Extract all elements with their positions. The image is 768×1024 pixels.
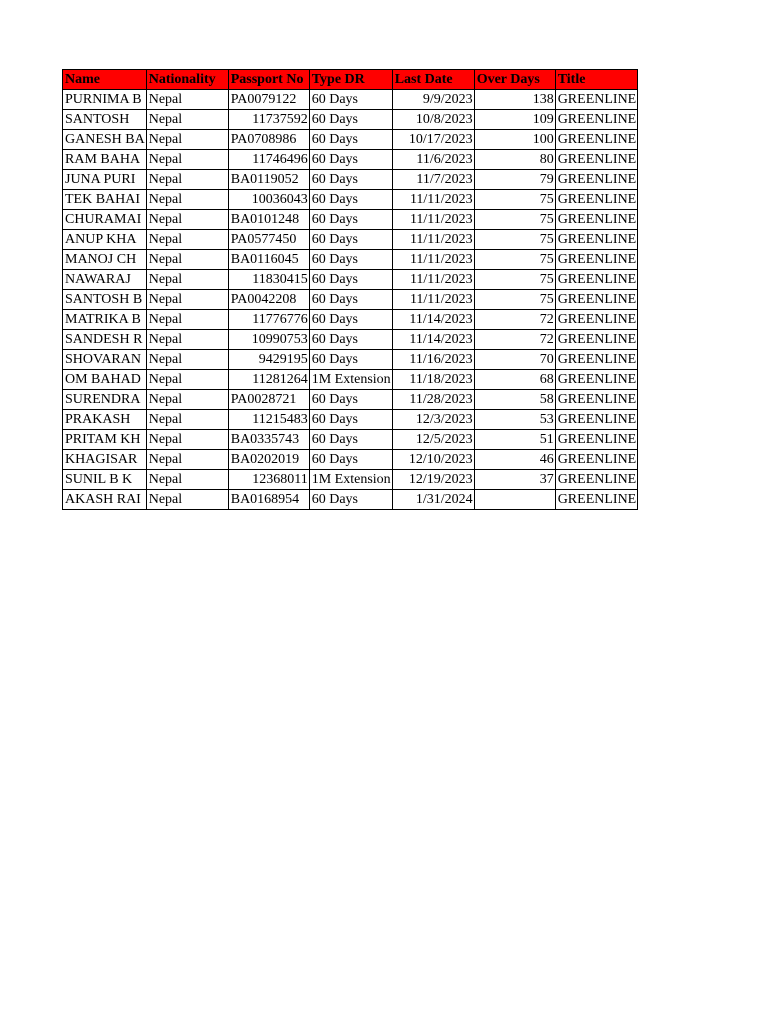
column-header-title: Title [555, 70, 638, 90]
cell-type-dr: 60 Days [309, 170, 392, 190]
cell-over-days: 109 [474, 110, 555, 130]
cell-passport-no: PA0028721 [228, 390, 309, 410]
cell-type-dr: 60 Days [309, 430, 392, 450]
cell-passport-no: 9429195 [228, 350, 309, 370]
cell-over-days [474, 490, 555, 510]
cell-passport-no: 10036043 [228, 190, 309, 210]
cell-over-days: 75 [474, 290, 555, 310]
cell-type-dr: 60 Days [309, 310, 392, 330]
cell-type-dr: 60 Days [309, 350, 392, 370]
cell-over-days: 53 [474, 410, 555, 430]
cell-type-dr: 60 Days [309, 190, 392, 210]
cell-passport-no: PA0079122 [228, 90, 309, 110]
cell-passport-no: 11776776 [228, 310, 309, 330]
cell-last-date: 11/16/2023 [392, 350, 474, 370]
cell-last-date: 9/9/2023 [392, 90, 474, 110]
cell-passport-no: 11215483 [228, 410, 309, 430]
cell-title: GREENLINE [555, 210, 638, 230]
table-row [63, 250, 638, 270]
cell-last-date: 11/11/2023 [392, 230, 474, 250]
cell-name: RAM BAHA [63, 150, 147, 170]
cell-type-dr: 60 Days [309, 410, 392, 430]
cell-passport-no: BA0202019 [228, 450, 309, 470]
cell-over-days: 80 [474, 150, 555, 170]
cell-title: GREENLINE [555, 490, 638, 510]
cell-nationality: Nepal [146, 430, 228, 450]
cell-name: OM BAHAD [63, 370, 147, 390]
cell-passport-no: 11830415 [228, 270, 309, 290]
cell-last-date: 1/31/2024 [392, 490, 474, 510]
cell-title: GREENLINE [555, 170, 638, 190]
cell-over-days: 75 [474, 230, 555, 250]
cell-type-dr: 60 Days [309, 210, 392, 230]
cell-name: SUNIL B K [63, 470, 147, 490]
table-row [63, 430, 638, 450]
cell-title: GREENLINE [555, 390, 638, 410]
cell-name: SURENDRA [63, 390, 147, 410]
cell-name: SANTOSH B [63, 290, 147, 310]
table-row [63, 130, 638, 150]
cell-last-date: 10/8/2023 [392, 110, 474, 130]
cell-last-date: 12/3/2023 [392, 410, 474, 430]
cell-type-dr: 1M Extension [309, 370, 392, 390]
table-row [63, 230, 638, 250]
cell-over-days: 70 [474, 350, 555, 370]
cell-name: SHOVARAN [63, 350, 147, 370]
cell-type-dr: 60 Days [309, 150, 392, 170]
cell-nationality: Nepal [146, 150, 228, 170]
column-header-nationality: Nationality [146, 70, 228, 90]
cell-name: SANDESH R [63, 330, 147, 350]
table-row [63, 390, 638, 410]
cell-nationality: Nepal [146, 90, 228, 110]
cell-last-date: 11/14/2023 [392, 310, 474, 330]
table-row [63, 270, 638, 290]
cell-passport-no: PA0042208 [228, 290, 309, 310]
table-row [63, 410, 638, 430]
cell-passport-no: BA0119052 [228, 170, 309, 190]
table-row [63, 290, 638, 310]
cell-last-date: 12/5/2023 [392, 430, 474, 450]
cell-over-days: 75 [474, 190, 555, 210]
cell-type-dr: 60 Days [309, 270, 392, 290]
cell-nationality: Nepal [146, 130, 228, 150]
cell-name: PRAKASH [63, 410, 147, 430]
cell-passport-no: 11737592 [228, 110, 309, 130]
cell-passport-no: PA0577450 [228, 230, 309, 250]
cell-nationality: Nepal [146, 290, 228, 310]
cell-type-dr: 60 Days [309, 390, 392, 410]
cell-type-dr: 60 Days [309, 490, 392, 510]
cell-type-dr: 60 Days [309, 230, 392, 250]
cell-type-dr: 60 Days [309, 130, 392, 150]
cell-title: GREENLINE [555, 410, 638, 430]
table-row [63, 350, 638, 370]
overstay-table [62, 69, 638, 510]
cell-last-date: 11/28/2023 [392, 390, 474, 410]
cell-name: MANOJ CH [63, 250, 147, 270]
cell-title: GREENLINE [555, 450, 638, 470]
column-header-over-days: Over Days [474, 70, 555, 90]
cell-last-date: 12/10/2023 [392, 450, 474, 470]
cell-type-dr: 60 Days [309, 90, 392, 110]
cell-name: TEK BAHAI [63, 190, 147, 210]
cell-passport-no: 11746496 [228, 150, 309, 170]
cell-nationality: Nepal [146, 210, 228, 230]
cell-name: ANUP KHA [63, 230, 147, 250]
cell-title: GREENLINE [555, 230, 638, 250]
cell-type-dr: 60 Days [309, 250, 392, 270]
cell-over-days: 68 [474, 370, 555, 390]
cell-nationality: Nepal [146, 230, 228, 250]
cell-title: GREENLINE [555, 90, 638, 110]
column-header-type-dr: Type DR [309, 70, 392, 90]
cell-over-days: 51 [474, 430, 555, 450]
cell-nationality: Nepal [146, 250, 228, 270]
column-header-name: Name [63, 70, 147, 90]
cell-over-days: 100 [474, 130, 555, 150]
cell-title: GREENLINE [555, 470, 638, 490]
cell-nationality: Nepal [146, 310, 228, 330]
cell-name: GANESH BA [63, 130, 147, 150]
cell-nationality: Nepal [146, 350, 228, 370]
cell-name: PURNIMA B [63, 90, 147, 110]
cell-title: GREENLINE [555, 150, 638, 170]
cell-title: GREENLINE [555, 330, 638, 350]
cell-last-date: 11/14/2023 [392, 330, 474, 350]
cell-passport-no: 11281264 [228, 370, 309, 390]
column-header-last-date: Last Date [392, 70, 474, 90]
cell-nationality: Nepal [146, 370, 228, 390]
cell-last-date: 11/11/2023 [392, 270, 474, 290]
table-row [63, 170, 638, 190]
cell-nationality: Nepal [146, 170, 228, 190]
header-row [63, 70, 638, 90]
cell-type-dr: 60 Days [309, 330, 392, 350]
table-body [63, 90, 638, 510]
cell-name: JUNA PURI [63, 170, 147, 190]
cell-nationality: Nepal [146, 470, 228, 490]
cell-type-dr: 60 Days [309, 450, 392, 470]
cell-name: NAWARAJ [63, 270, 147, 290]
cell-over-days: 138 [474, 90, 555, 110]
table-row [63, 110, 638, 130]
cell-over-days: 75 [474, 210, 555, 230]
cell-title: GREENLINE [555, 130, 638, 150]
cell-over-days: 75 [474, 270, 555, 290]
table-row [63, 470, 638, 490]
table-row [63, 450, 638, 470]
cell-passport-no: PA0708986 [228, 130, 309, 150]
cell-last-date: 11/11/2023 [392, 210, 474, 230]
cell-last-date: 11/11/2023 [392, 290, 474, 310]
cell-type-dr: 1M Extension [309, 470, 392, 490]
cell-passport-no: BA0101248 [228, 210, 309, 230]
cell-title: GREENLINE [555, 190, 638, 210]
table-row [63, 150, 638, 170]
cell-nationality: Nepal [146, 270, 228, 290]
cell-over-days: 46 [474, 450, 555, 470]
cell-last-date: 11/7/2023 [392, 170, 474, 190]
cell-passport-no: BA0168954 [228, 490, 309, 510]
cell-title: GREENLINE [555, 310, 638, 330]
cell-nationality: Nepal [146, 190, 228, 210]
cell-over-days: 37 [474, 470, 555, 490]
table-row [63, 330, 638, 350]
cell-name: CHURAMAI [63, 210, 147, 230]
cell-title: GREENLINE [555, 350, 638, 370]
cell-last-date: 11/11/2023 [392, 190, 474, 210]
cell-nationality: Nepal [146, 110, 228, 130]
cell-last-date: 11/18/2023 [392, 370, 474, 390]
cell-nationality: Nepal [146, 450, 228, 470]
cell-name: MATRIKA B [63, 310, 147, 330]
cell-passport-no: 12368011 [228, 470, 309, 490]
cell-title: GREENLINE [555, 430, 638, 450]
cell-nationality: Nepal [146, 410, 228, 430]
cell-nationality: Nepal [146, 490, 228, 510]
table-row [63, 190, 638, 210]
cell-name: PRITAM KH [63, 430, 147, 450]
cell-last-date: 11/11/2023 [392, 250, 474, 270]
cell-last-date: 12/19/2023 [392, 470, 474, 490]
cell-last-date: 11/6/2023 [392, 150, 474, 170]
table-row [63, 210, 638, 230]
cell-name: AKASH RAI [63, 490, 147, 510]
cell-passport-no: BA0116045 [228, 250, 309, 270]
cell-passport-no: BA0335743 [228, 430, 309, 450]
cell-passport-no: 10990753 [228, 330, 309, 350]
cell-nationality: Nepal [146, 390, 228, 410]
table-row [63, 490, 638, 510]
cell-over-days: 58 [474, 390, 555, 410]
cell-name: KHAGISAR [63, 450, 147, 470]
cell-title: GREENLINE [555, 270, 638, 290]
cell-title: GREENLINE [555, 370, 638, 390]
cell-title: GREENLINE [555, 110, 638, 130]
cell-type-dr: 60 Days [309, 110, 392, 130]
table-row [63, 90, 638, 110]
table-row [63, 310, 638, 330]
table-row [63, 370, 638, 390]
cell-title: GREENLINE [555, 250, 638, 270]
cell-over-days: 75 [474, 250, 555, 270]
cell-title: GREENLINE [555, 290, 638, 310]
cell-over-days: 79 [474, 170, 555, 190]
cell-type-dr: 60 Days [309, 290, 392, 310]
cell-over-days: 72 [474, 310, 555, 330]
cell-nationality: Nepal [146, 330, 228, 350]
cell-last-date: 10/17/2023 [392, 130, 474, 150]
cell-name: SANTOSH [63, 110, 147, 130]
cell-over-days: 72 [474, 330, 555, 350]
column-header-passport-no: Passport No [228, 70, 309, 90]
